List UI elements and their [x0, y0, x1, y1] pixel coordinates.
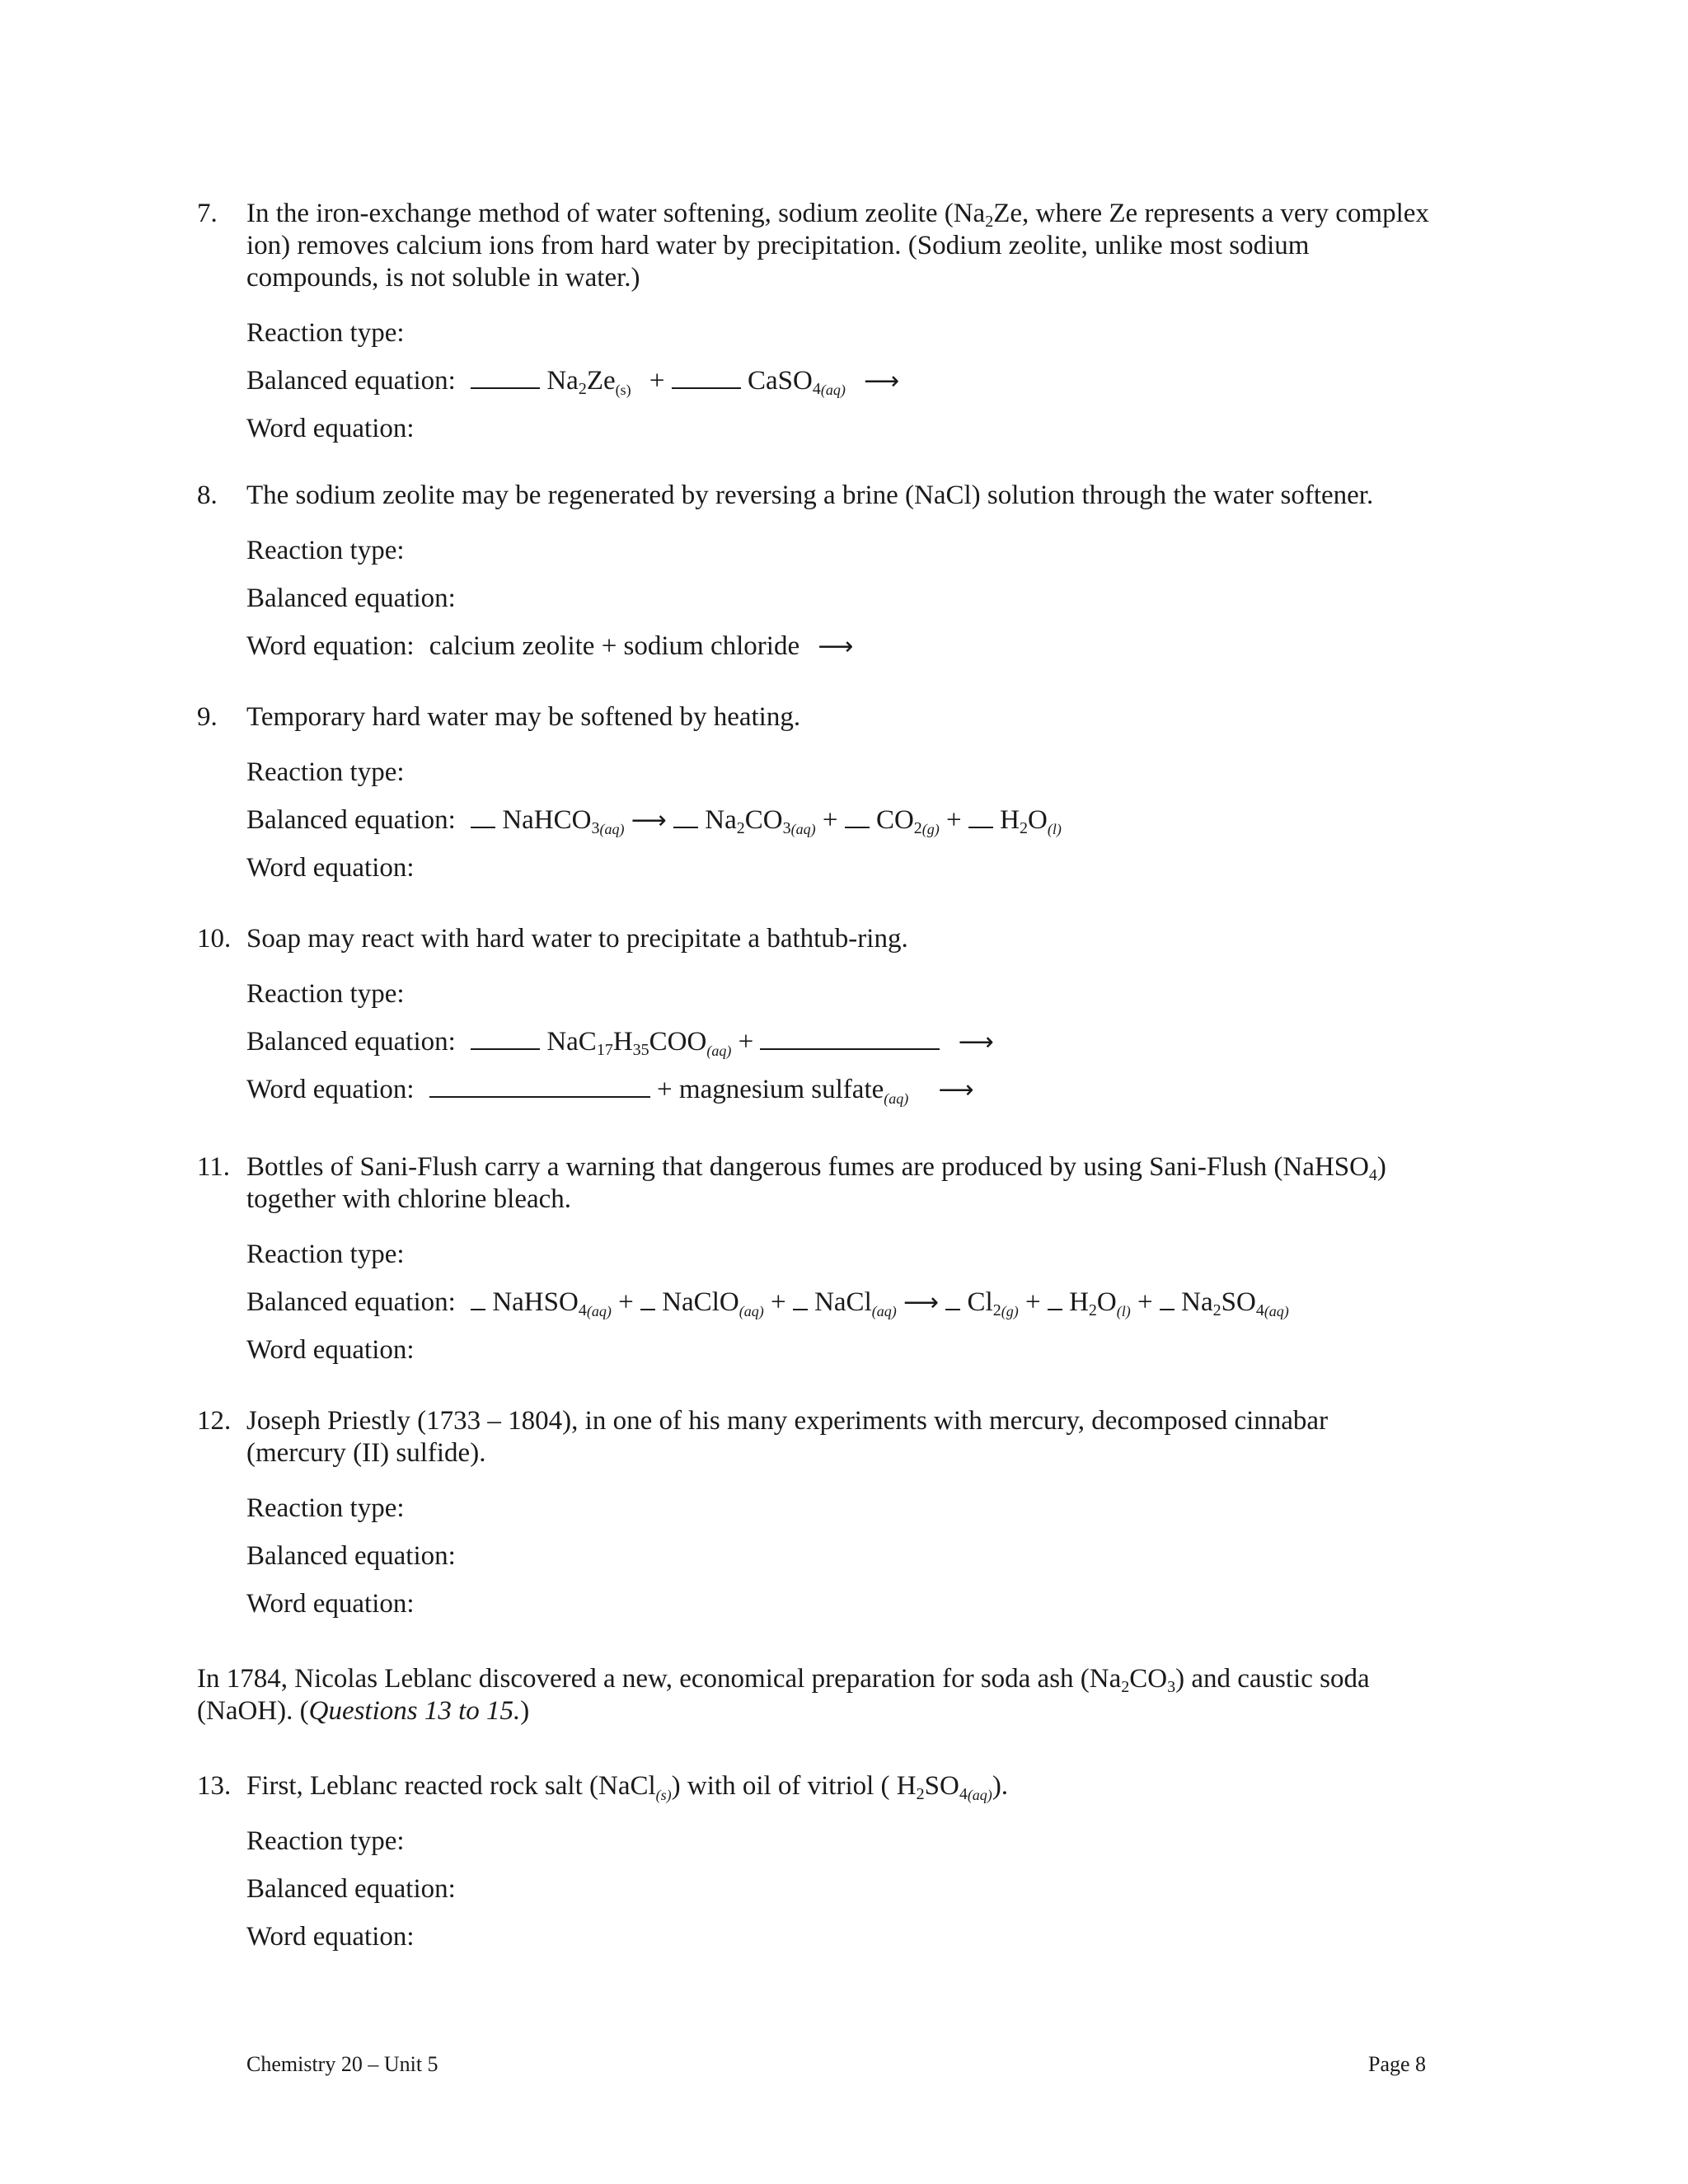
question-text: Bottles of Sani-Flush carry a warning that dangerous fumes are produced by using Sani-Flush (NaHSO$_4$) together with chlorine bleach.: [246, 1152, 1386, 1214]
word-equation: calcium zeolite + sodium chloride ⟶: [429, 631, 854, 661]
balanced-equation-field: Balanced equation:: [246, 1541, 456, 1571]
word-equation-field: Word equation:: [246, 414, 415, 443]
reaction-type-field: Reaction type:: [246, 1240, 405, 1269]
question-10: [197, 923, 1433, 1107]
balanced-equation-field: Balanced equation: NaHSO$_{4(aq)}$ + NaClO$_{(aq)}$ + NaCl$_{(aq)}$ ⟶ $Cl_{2(g)} + H_2O_{(l)} + Na_2SO_{4(aq)}$: [246, 1287, 1289, 1319]
balanced-equation-field: Balanced equation: NaHCO$_{3(aq)}$ ⟶ $Na_2CO_{3(aq)} + CO_{2(g)} + H_2O_{(l)}$: [246, 805, 1062, 837]
reaction-type-field: Reaction type:: [246, 1493, 405, 1523]
question-7: [197, 198, 1433, 443]
arrow-icon: ⟶: [903, 1288, 940, 1317]
reaction-type-field: Reaction type:: [246, 979, 405, 1009]
word-equation-field: Word equation:: [246, 1335, 415, 1365]
question-13: [197, 1770, 1433, 1951]
question-text: Temporary hard water may be softened by heating.: [246, 702, 801, 732]
word-equation-field: Word equation: + magnesium sulfate$_{(aq)}$ ⟶: [246, 1075, 974, 1107]
question-number: 12.: [197, 1406, 232, 1436]
question-8: [197, 480, 1433, 660]
word-equation: + magnesium sulfate$_{(aq)}$ ⟶: [429, 1074, 974, 1106]
balanced-equation-field: Balanced equation: $NaC_{17}H_{35}COO_{(aq)}$ + ⟶: [246, 1027, 994, 1059]
question-11: [197, 1151, 1433, 1364]
question-number: 8.: [197, 480, 218, 510]
reaction-type-field: Reaction type:: [246, 757, 405, 787]
arrow-icon: ⟶: [958, 1028, 994, 1057]
word-equation-field: Word equation:: [246, 1589, 415, 1619]
balanced-equation-field: Balanced equation:: [246, 583, 456, 613]
arrow-icon: ⟶: [938, 1076, 974, 1104]
balanced-equation: NaHCO$_{3(aq)}$ ⟶ $Na_2CO_{3(aq)} + CO_{2(g)} + H_2O_{(l)}$: [471, 804, 1062, 837]
leblanc-intro: In 1784, Nicolas Leblanc discovered a new, economical preparation for soda ash $(Na_2CO_3)$ and caustic soda (NaOH). (Questions 13 to 15.): [197, 1664, 1370, 1726]
question-text: The sodium zeolite may be regenerated by reversing a brine (NaCl) solution through the water softener.: [246, 480, 1374, 510]
balanced-equation-field: Balanced equation: $Na_2Ze_{(s)}$ + CaSO$_{4(aq)}$ ⟶: [246, 366, 900, 398]
reaction-type-field: Reaction type:: [246, 318, 405, 348]
question-number: 11.: [197, 1152, 231, 1182]
question-number: 7.: [197, 199, 218, 228]
question-number: 9.: [197, 702, 218, 732]
question-number: 13.: [197, 1771, 232, 1801]
question-12: [197, 1405, 1433, 1618]
footer-page-number: Page 8: [1368, 2052, 1427, 2076]
balanced-equation: NaHSO$_{4(aq)}$ + NaClO$_{(aq)}$ + NaCl$_{(aq)}$ ⟶ $Cl_{2(g)} + H_2O_{(l)} + Na_2SO_{4(aq)}$: [471, 1286, 1289, 1319]
question-text: Soap may react with hard water to precipitate a bathtub-ring.: [246, 924, 908, 954]
word-equation-field: Word equation:: [246, 853, 415, 883]
arrow-icon: ⟶: [818, 632, 854, 661]
question-9: [197, 701, 1433, 882]
footer-course: Chemistry 20 – Unit 5: [246, 2052, 438, 2076]
balanced-equation: $NaC_{17}H_{35}COO_{(aq)}$ + ⟶: [471, 1026, 994, 1058]
question-text: First, Leblanc reacted rock salt (NaCl$_{(s)}$) with oil of vitriol ( $H_2SO_{4(aq)}$).: [246, 1771, 1009, 1803]
word-equation-field: Word equation:: [246, 1922, 415, 1952]
arrow-icon: ⟶: [864, 367, 900, 396]
reaction-type-field: Reaction type:: [246, 1826, 405, 1856]
question-number: 10.: [197, 924, 232, 954]
word-equation-field: Word equation: calcium zeolite + sodium chloride ⟶: [246, 631, 854, 661]
question-text: Joseph Priestly (1733 – 1804), in one of his many experiments with mercury, decomposed cinnabar (mercury (II) sulfide).: [246, 1406, 1329, 1468]
balanced-equation: $Na_2Ze_{(s)}$ + CaSO$_{4(aq)}$ ⟶: [471, 365, 899, 397]
reaction-type-field: Reaction type:: [246, 536, 405, 565]
arrow-icon: ⟶: [631, 806, 667, 835]
balanced-equation-field: Balanced equation:: [246, 1874, 456, 1904]
question-text: In the iron-exchange method of water softening, sodium zeolite ($Na_2Ze$, where Ze represents a very complex ion) removes calcium ions from hard water by precipitation. (Sodium zeolite, unlike most sodium compounds, is not soluble in water.): [246, 199, 1429, 293]
